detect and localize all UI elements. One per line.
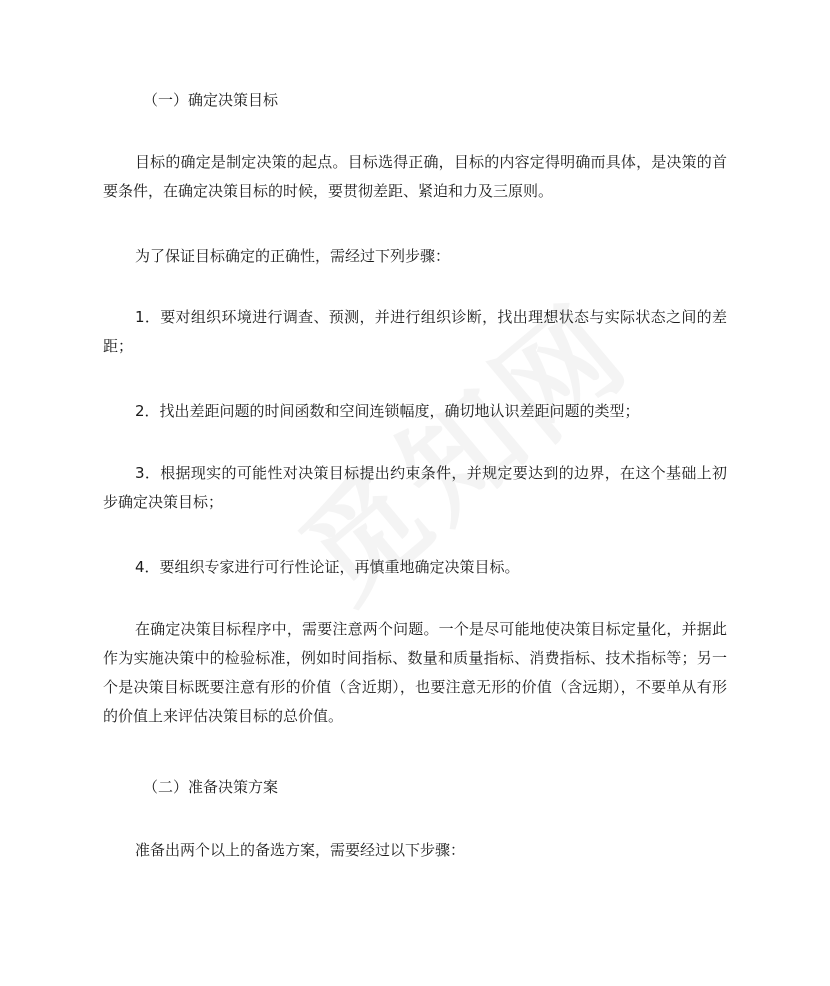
step-2: 2．找出差距问题的时间函数和空间连锁幅度，确切地认识差距问题的类型； (135, 402, 640, 420)
paragraph-goal-intro: 目标的确定是制定决策的起点。目标选得正确，目标的内容定得明确而具体，是决策的首要条件，在确定决策目标的时候，要贯彻差距、紧迫和力及三原则。 (103, 153, 727, 200)
step-1: 1．要对组织环境进行调查、预测，并进行组织诊断，找出理想状态与实际状态之间的差距； (103, 308, 727, 355)
step-4: 4．要组织专家进行可行性论证，再慎重地确定决策目标。 (135, 558, 520, 576)
paragraph-two-issues: 在确定决策目标程序中，需要注意两个问题。一个是尽可能地使决策目标定量化，并据此作为实施决策中的检验标准，例如时间指标、数量和质量指标、消费指标、技术指标等；另一个是决策目标既要注意有形的价值（含近期），也要注意无形的价值（含远期），不要单从有形的价值上来评估决策目标的总价值。 (103, 620, 727, 725)
section-heading-1: （一）确定决策目标 (143, 91, 279, 109)
step-3: 3．根据现实的可能性对决策目标提出约束条件，并规定要达到的边界，在这个基础上初步确定决策目标； (103, 464, 727, 511)
paragraph-steps-intro: 为了保证目标确定的正确性，需经过下列步骤： (135, 247, 451, 265)
section-heading-2: （二）准备决策方案 (143, 778, 279, 796)
paragraph-plan-intro: 准备出两个以上的备选方案，需要经过以下步骤： (135, 841, 466, 859)
